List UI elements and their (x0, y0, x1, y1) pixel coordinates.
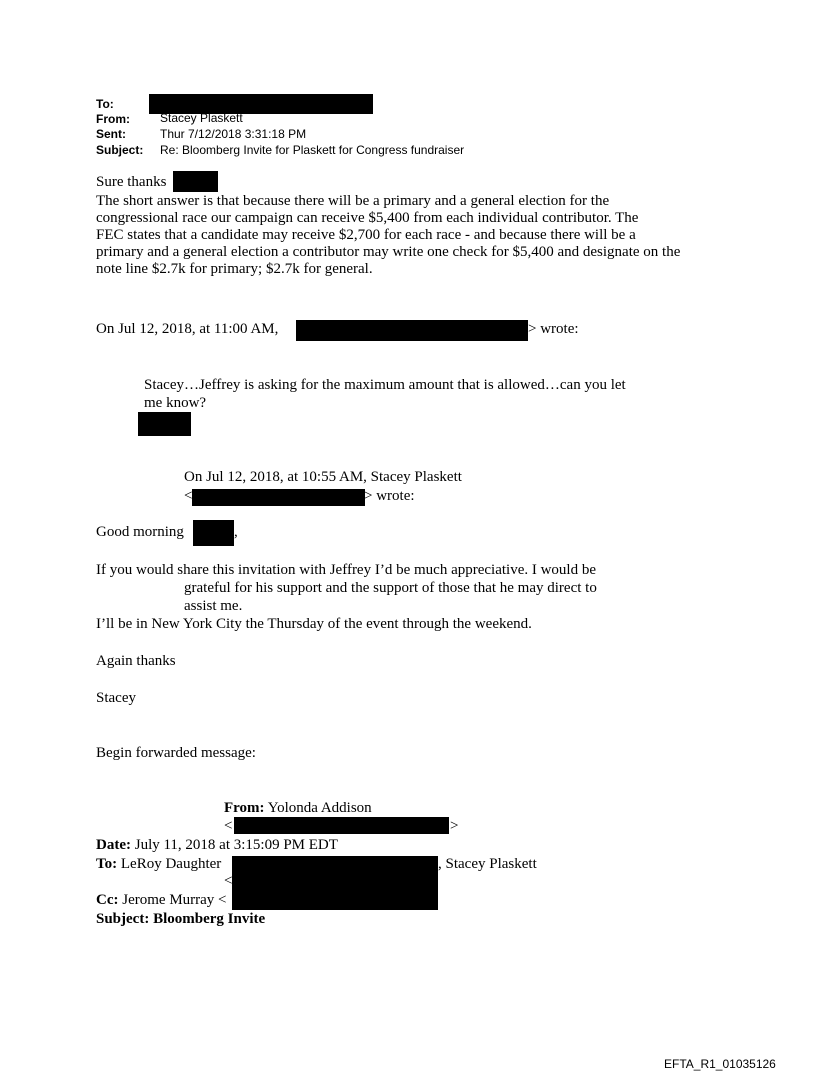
quote2-wrote: > wrote: (364, 488, 415, 504)
fwd-to-second: , Stacey Plaskett (438, 856, 537, 872)
sent-label: Sent: (96, 127, 126, 141)
message-signature: Stacey (96, 690, 136, 706)
to-label: To: (96, 97, 114, 111)
quote1-line1: Stacey…Jeffrey is asking for the maximum amount that is allowed…can you let (144, 377, 626, 393)
fwd-from: From: Yolonda Addison (224, 800, 372, 816)
reply-body (96, 193, 680, 278)
message-line: I’ll be in New York City the Thursday of the event through the weekend. (96, 616, 532, 632)
fwd-from-lt: < (224, 818, 233, 834)
subject-label: Subject: (96, 143, 144, 157)
reply-greeting: Sure thanks (96, 174, 167, 190)
quote1-wrote: > wrote: (528, 321, 579, 337)
reply-line: primary and a general election a contributor may write one check for $5,400 and designate on the (96, 244, 681, 260)
message-line: grateful for his support and the support of those that he may direct to (184, 580, 597, 596)
from-label: From: (96, 112, 130, 126)
quote2-intro: On Jul 12, 2018, at 10:55 AM, Stacey Plaskett (184, 469, 462, 485)
redaction-block (234, 817, 449, 834)
subject-value: Re: Bloomberg Invite for Plaskett for Congress fundraiser (160, 143, 465, 157)
reply-line: congressional race our campaign can receive $5,400 from each individual contributor. The (96, 210, 639, 226)
redaction-block (173, 171, 218, 192)
redaction-block (192, 489, 365, 506)
fwd-to-lt: < (224, 873, 233, 889)
fwd-subject: Subject: Bloomberg Invite (96, 911, 266, 927)
quote1-line2: me know? (144, 395, 207, 411)
fwd-date: Date: July 11, 2018 at 3:15:09 PM EDT (96, 837, 338, 853)
fwd-to: To: LeRoy Daughter (96, 856, 222, 872)
message-comma: , (234, 524, 238, 540)
message-thanks: Again thanks (96, 653, 176, 669)
forwarded-intro: Begin forwarded message: (96, 745, 256, 761)
redaction-block (296, 320, 528, 341)
redaction-block (193, 520, 234, 546)
fwd-from-gt: > (450, 818, 459, 834)
reply-line: The short answer is that because there will be a primary and a general election for the (96, 193, 610, 209)
sent-value: Thur 7/12/2018 3:31:18 PM (160, 127, 307, 141)
reply-line: FEC states that a candidate may receive $2,700 for each race - and because there will be a (96, 227, 636, 243)
message-greeting: Good morning (96, 524, 184, 540)
from-value: Stacey Plaskett (160, 111, 243, 125)
redaction-block (138, 412, 191, 436)
reply-line: note line $2.7k for primary; $2.7k for general. (96, 261, 373, 277)
message-line: assist me. (184, 598, 243, 614)
quote1-intro: On Jul 12, 2018, at 11:00 AM, (96, 321, 279, 337)
fwd-cc: Cc: Jerome Murray < (96, 892, 227, 908)
quote2-lt: < (184, 488, 193, 504)
message-line: If you would share this invitation with Jeffrey I’d be much appreciative. I would be (96, 562, 597, 578)
document-id: EFTA_R1_01035126 (664, 1057, 776, 1071)
redaction-block (232, 856, 438, 910)
